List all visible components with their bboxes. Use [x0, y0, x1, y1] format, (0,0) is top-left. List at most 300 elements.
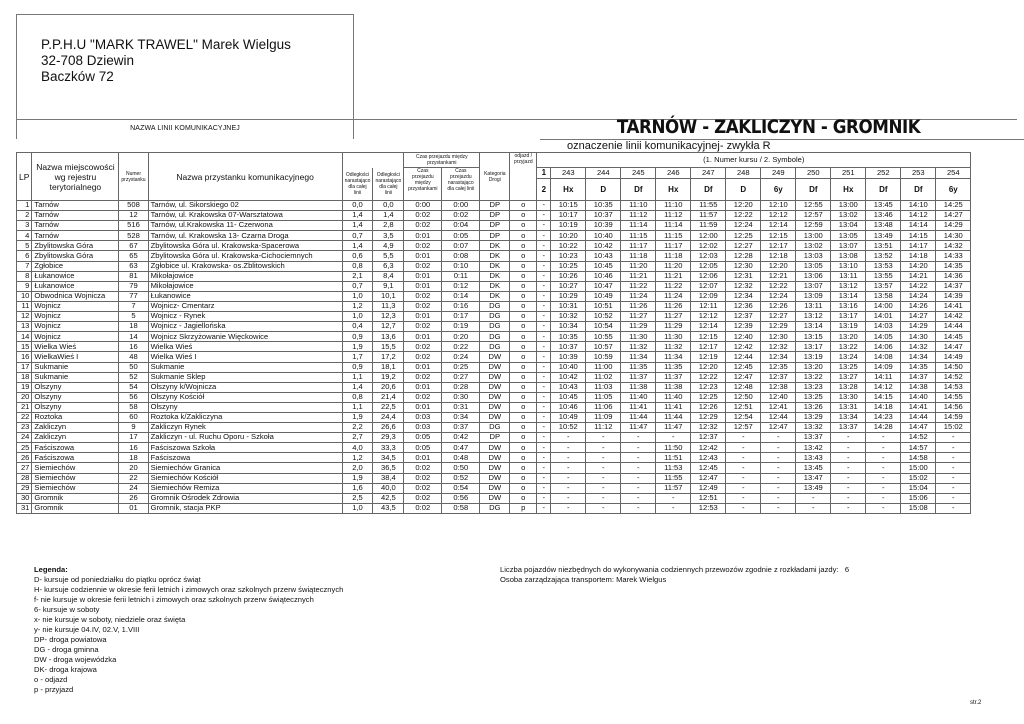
departure-time: 12:41 [761, 402, 796, 412]
departure-time: - [866, 443, 901, 453]
distance-between: 1,4 [342, 221, 373, 231]
distance-cumulative: 6,3 [373, 261, 404, 271]
time-between: 0:01 [404, 382, 442, 392]
distance-cumulative: 17,2 [373, 352, 404, 362]
departure-time: 14:56 [936, 402, 971, 412]
departure-time: 11:12 [656, 211, 691, 221]
time-cumulative: 0:27 [442, 372, 480, 382]
time-between: 0:02 [404, 483, 442, 493]
departure-time: 12:45 [691, 463, 726, 473]
departure-time: 14:18 [866, 402, 901, 412]
time-cumulative: 0:24 [442, 352, 480, 362]
road-category: DW [480, 352, 510, 362]
departure-time: - [831, 463, 866, 473]
road-category: DG [480, 503, 510, 513]
distance-cumulative: 4,9 [373, 241, 404, 251]
departure-time: 11:21 [656, 271, 691, 281]
departure-time: 14:17 [901, 241, 936, 251]
course-number: 248 [726, 168, 761, 179]
distance-cumulative: 11,3 [373, 301, 404, 311]
departure-time: 12:50 [726, 392, 761, 402]
row-number: 5 [17, 241, 32, 251]
course-marker: - [537, 261, 551, 271]
distance-cumulative: 36,5 [373, 463, 404, 473]
departure-time: 13:34 [831, 412, 866, 422]
distance-between: 1,1 [342, 372, 373, 382]
distance-between: 1,7 [342, 352, 373, 362]
time-cumulative: 0:00 [442, 201, 480, 211]
time-cumulative: 0:50 [442, 463, 480, 473]
departure-time: 14:42 [936, 312, 971, 322]
departure-arrival: o [510, 251, 537, 261]
distance-between: 1,6 [342, 483, 373, 493]
departure-time: - [621, 443, 656, 453]
departure-time: 11:17 [621, 241, 656, 251]
departure-time: - [621, 483, 656, 493]
course-marker: - [537, 392, 551, 402]
time-cumulative: 0:54 [442, 483, 480, 493]
distance-cumulative: 20,6 [373, 382, 404, 392]
route-subtitle: oznaczenie linii komunikacyjnej- zwykła R [540, 139, 1024, 153]
departure-time: 12:00 [691, 231, 726, 241]
legend-title: Legenda: [34, 565, 68, 574]
departure-time: 13:58 [866, 291, 901, 301]
row-number: 27 [17, 463, 32, 473]
table-row [17, 423, 971, 433]
departure-time: 12:09 [691, 291, 726, 301]
row-number: 26 [17, 453, 32, 463]
departure-time: - [936, 463, 971, 473]
stop-name: Zakliczyn Rynek [148, 423, 342, 433]
departure-time: 14:29 [936, 221, 971, 231]
distance-cumulative: 26,6 [373, 423, 404, 433]
legend-item: DP- droga powiatowa [34, 635, 107, 644]
departure-time: 13:20 [831, 332, 866, 342]
departure-time: - [586, 433, 621, 443]
course-marker: - [537, 322, 551, 332]
time-between: 0:02 [404, 372, 442, 382]
legend-item: o - odjazd [34, 675, 68, 684]
course-marker: - [537, 483, 551, 493]
departure-time: 13:53 [866, 261, 901, 271]
departure-time: - [866, 473, 901, 483]
distance-cumulative: 34,5 [373, 453, 404, 463]
departure-time: 10:45 [586, 261, 621, 271]
departure-time: 10:34 [551, 322, 586, 332]
time-cumulative: 0:07 [442, 241, 480, 251]
stop-name: Sukmanie [148, 362, 342, 372]
departure-time: 11:27 [656, 312, 691, 322]
departure-time: 11:12 [621, 211, 656, 221]
course-symbol: D [586, 179, 621, 201]
departure-time: 12:38 [761, 382, 796, 392]
departure-time: 14:06 [866, 342, 901, 352]
departure-time: 10:54 [586, 322, 621, 332]
table-row [17, 483, 971, 493]
departure-time: 13:12 [831, 281, 866, 291]
road-category: DK [480, 281, 510, 291]
distance-between: 4,0 [342, 443, 373, 453]
stop-number: 20 [119, 463, 148, 473]
departure-time: 10:22 [551, 241, 586, 251]
departure-time: - [726, 433, 761, 443]
legend [34, 565, 343, 695]
departure-time: 14:49 [936, 352, 971, 362]
departure-time: 14:30 [936, 231, 971, 241]
departure-arrival: o [510, 291, 537, 301]
departure-time: 14:15 [901, 231, 936, 241]
departure-time: 12:21 [761, 271, 796, 281]
departure-arrival: o [510, 281, 537, 291]
header-locality: Nazwa miejscowości wg rejestru terytorialnego [32, 153, 119, 201]
departure-time: 14:41 [901, 402, 936, 412]
stop-number: 508 [119, 201, 148, 211]
table-row [17, 241, 971, 251]
departure-time: 10:20 [551, 231, 586, 241]
table-row [17, 362, 971, 372]
course-symbol: Hx [656, 179, 691, 201]
departure-time: - [551, 503, 586, 513]
time-cumulative: 0:48 [442, 453, 480, 463]
company-postal: 32-708 Dziewin [41, 53, 135, 68]
road-category: DP [480, 231, 510, 241]
departure-time: 11:34 [656, 352, 691, 362]
departure-time: - [586, 443, 621, 453]
departure-arrival: o [510, 473, 537, 483]
departure-time: 10:37 [551, 342, 586, 352]
departure-time: 12:14 [761, 221, 796, 231]
departure-time: 11:47 [656, 423, 691, 433]
departure-time: - [831, 503, 866, 513]
header-courses-group: (1. Numer kursu / 2. Symbole) [537, 153, 971, 168]
time-cumulative: 0:34 [442, 412, 480, 422]
time-cumulative: 0:08 [442, 251, 480, 261]
departure-time: 14:03 [866, 322, 901, 332]
locality: Łukanowice [32, 271, 119, 281]
stop-number: 60 [119, 412, 148, 422]
departure-time: 13:32 [796, 423, 831, 433]
departure-time: 11:44 [656, 412, 691, 422]
departure-arrival: o [510, 433, 537, 443]
table-row [17, 231, 971, 241]
table-row [17, 382, 971, 392]
time-cumulative: 0:16 [442, 301, 480, 311]
course-marker: - [537, 241, 551, 251]
time-between: 0:01 [404, 453, 442, 463]
departure-time: 12:44 [726, 352, 761, 362]
header-distance-cumulative: Odległości narastająco dla całej linii [373, 168, 404, 201]
table-row [17, 211, 971, 221]
departure-time: 12:40 [761, 392, 796, 402]
stop-name: Olszyny Kościół [148, 392, 342, 402]
departure-time: 14:32 [936, 241, 971, 251]
row-number: 2 [17, 211, 32, 221]
departure-time: 10:27 [551, 281, 586, 291]
distance-between: 0,8 [342, 261, 373, 271]
time-between: 0:02 [404, 493, 442, 503]
departure-time: 11:14 [621, 221, 656, 231]
departure-time: 15:00 [901, 463, 936, 473]
stop-number: 16 [119, 342, 148, 352]
distance-between: 1,0 [342, 312, 373, 322]
departure-arrival: o [510, 231, 537, 241]
departure-time: 12:27 [761, 312, 796, 322]
departure-arrival: o [510, 312, 537, 322]
departure-time: 12:19 [691, 352, 726, 362]
departure-time: 14:55 [936, 392, 971, 402]
departure-time: 13:02 [796, 241, 831, 251]
departure-time: 12:48 [726, 382, 761, 392]
departure-time: 11:57 [691, 211, 726, 221]
stop-number: 18 [119, 322, 148, 332]
table-row [17, 352, 971, 362]
time-cumulative: 0:47 [442, 443, 480, 453]
departure-time: 12:17 [691, 342, 726, 352]
departure-time: 14:35 [936, 261, 971, 271]
departure-arrival: o [510, 423, 537, 433]
departure-time: 14:47 [936, 342, 971, 352]
distance-between: 1,2 [342, 453, 373, 463]
departure-time: 13:37 [831, 423, 866, 433]
departure-time: 12:12 [691, 312, 726, 322]
departure-time: - [586, 493, 621, 503]
time-cumulative: 0:20 [442, 332, 480, 342]
departure-time: 13:52 [866, 251, 901, 261]
departure-time: 11:26 [621, 301, 656, 311]
distance-cumulative: 42,5 [373, 493, 404, 503]
road-category: DG [480, 423, 510, 433]
departure-time: 12:29 [691, 412, 726, 422]
departure-time: - [761, 433, 796, 443]
departure-time: 14:28 [866, 423, 901, 433]
departure-time: - [726, 463, 761, 473]
departure-time: 10:46 [551, 402, 586, 412]
departure-time: 12:18 [761, 251, 796, 261]
road-category: DP [480, 433, 510, 443]
stop-name: Siemiechów Granica [148, 463, 342, 473]
stop-name: Siemiechów Kościół [148, 473, 342, 483]
row-number: 3 [17, 221, 32, 231]
distance-cumulative: 12,7 [373, 322, 404, 332]
road-category: DW [480, 473, 510, 483]
locality: Wojnicz [32, 322, 119, 332]
stop-name: Olszyny k/Wojnicza [148, 382, 342, 392]
departure-time: 11:50 [656, 443, 691, 453]
stop-name: Zbylitowska Góra ul. Krakowska-Spacerowa [148, 241, 342, 251]
row-number: 30 [17, 493, 32, 503]
departure-time: - [936, 433, 971, 443]
departure-time: 14:34 [901, 352, 936, 362]
departure-time: 11:14 [656, 221, 691, 231]
departure-time: 11:55 [656, 473, 691, 483]
course-marker: - [537, 402, 551, 412]
departure-time: 13:20 [796, 362, 831, 372]
header-time-group: Czas przejazdu między przystankami [404, 153, 480, 168]
departure-time: 11:32 [656, 342, 691, 352]
road-category: DG [480, 332, 510, 342]
stop-number: 52 [119, 372, 148, 382]
locality: Siemiechów [32, 463, 119, 473]
time-between: 0:02 [404, 301, 442, 311]
departure-time: 11:27 [621, 312, 656, 322]
departure-time: 12:06 [691, 271, 726, 281]
departure-time: 11:40 [621, 392, 656, 402]
stop-number: 24 [119, 483, 148, 493]
header-time-between: Czas przejazdu między przystankami [404, 168, 442, 201]
departure-time: - [726, 493, 761, 503]
departure-time: - [551, 433, 586, 443]
departure-time: 11:02 [586, 372, 621, 382]
locality: Zgłobice [32, 261, 119, 271]
header-time-cumulative: Czas przejazdu narastająco dla całej linii [442, 168, 480, 201]
stop-number: 67 [119, 241, 148, 251]
departure-time: 14:14 [901, 221, 936, 231]
table-row [17, 372, 971, 382]
table-row [17, 392, 971, 402]
departure-time: 14:26 [901, 301, 936, 311]
time-between: 0:01 [404, 402, 442, 412]
legend-item: H- kursuje codziennie w okresie ferii letnich i zimowych oraz szkolnych przerw świątecznych [34, 585, 344, 594]
departure-time: 11:24 [656, 291, 691, 301]
distance-between: 1,0 [342, 503, 373, 513]
departure-time: 14:12 [901, 211, 936, 221]
header-dep-arr: odjazd / przyjazd [510, 153, 537, 201]
departure-time: 11:05 [586, 392, 621, 402]
course-marker: - [537, 473, 551, 483]
row-number: 11 [17, 301, 32, 311]
departure-time: 12:15 [761, 231, 796, 241]
legend-item: 6- kursuje w soboty [34, 605, 100, 614]
departure-time: 14:11 [866, 372, 901, 382]
departure-time: 14:41 [936, 301, 971, 311]
course-marker: - [537, 231, 551, 241]
departure-time: 11:29 [621, 322, 656, 332]
departure-time: 10:40 [586, 231, 621, 241]
course-symbol: Df [621, 179, 656, 201]
course-number: 253 [901, 168, 936, 179]
departure-time: 12:40 [726, 332, 761, 342]
time-between: 0:02 [404, 473, 442, 483]
course-marker: - [537, 301, 551, 311]
row-number: 29 [17, 483, 32, 493]
time-between: 0:01 [404, 332, 442, 342]
departure-time: 10:55 [586, 332, 621, 342]
table-row [17, 342, 971, 352]
time-cumulative: 0:37 [442, 423, 480, 433]
course-marker: - [537, 271, 551, 281]
departure-time: 13:37 [796, 433, 831, 443]
course-number: 249 [761, 168, 796, 179]
departure-time: 11:20 [621, 261, 656, 271]
departure-time: 10:26 [551, 271, 586, 281]
departure-time: 13:22 [796, 372, 831, 382]
row-number: 19 [17, 382, 32, 392]
departure-time: 11:30 [656, 332, 691, 342]
departure-time: 13:30 [831, 392, 866, 402]
departure-time: 13:06 [796, 271, 831, 281]
departure-time: 10:37 [586, 211, 621, 221]
course-symbol: Df [866, 179, 901, 201]
departure-time: 13:04 [831, 221, 866, 231]
road-category: DG [480, 322, 510, 332]
departure-arrival: o [510, 362, 537, 372]
departure-arrival: o [510, 443, 537, 453]
locality: Tarnów [32, 211, 119, 221]
course-marker: - [537, 342, 551, 352]
road-category: DG [480, 301, 510, 311]
course-marker: - [537, 423, 551, 433]
departure-time: 15:06 [901, 493, 936, 503]
course-marker: - [537, 433, 551, 443]
departure-time: 14:52 [936, 372, 971, 382]
departure-time: 13:15 [796, 332, 831, 342]
course-number: 250 [796, 168, 831, 179]
vehicles-note [500, 565, 849, 575]
time-cumulative: 0:25 [442, 362, 480, 372]
locality: Sukmanie [32, 362, 119, 372]
departure-time: 11:15 [621, 231, 656, 241]
departure-time: 12:37 [761, 372, 796, 382]
time-between: 0:02 [404, 342, 442, 352]
distance-cumulative: 3,5 [373, 231, 404, 241]
departure-time: 13:42 [796, 443, 831, 453]
departure-arrival: o [510, 211, 537, 221]
locality: Obwodnica Wojnicza [32, 291, 119, 301]
locality: Olszyny [32, 392, 119, 402]
locality: Wielka Wieś [32, 342, 119, 352]
distance-cumulative: 43,5 [373, 503, 404, 513]
road-category: DW [480, 483, 510, 493]
departure-time: 14:32 [901, 342, 936, 352]
departure-time: - [726, 453, 761, 463]
departure-time: 12:32 [726, 281, 761, 291]
departure-time: - [866, 503, 901, 513]
road-category: DK [480, 271, 510, 281]
locality: Zbylitowska Góra [32, 241, 119, 251]
departure-time: 13:10 [831, 261, 866, 271]
stop-number: 65 [119, 251, 148, 261]
departure-time: 14:36 [936, 271, 971, 281]
vehicles-label: Liczba pojazdów niezbędnych do wykonywania codziennych przewozów zgodnie z rozkładami jazdy: [500, 565, 839, 574]
time-cumulative: 0:22 [442, 342, 480, 352]
departure-time: 11:18 [656, 251, 691, 261]
departure-time: - [831, 473, 866, 483]
departure-time: 13:51 [866, 241, 901, 251]
course-marker: - [537, 221, 551, 231]
departure-arrival: o [510, 372, 537, 382]
course-symbol-row-label: 2 [537, 179, 551, 201]
departure-time: 13:24 [831, 352, 866, 362]
departure-time: 11:29 [656, 322, 691, 332]
departure-time: 11:51 [656, 453, 691, 463]
departure-time: 13:11 [796, 301, 831, 311]
locality: WielkaWieś I [32, 352, 119, 362]
departure-time: 11:20 [656, 261, 691, 271]
departure-time: 12:20 [726, 201, 761, 211]
distance-cumulative: 8,4 [373, 271, 404, 281]
departure-time: 13:31 [831, 402, 866, 412]
course-number: 251 [831, 168, 866, 179]
stop-number: 54 [119, 382, 148, 392]
road-category: DK [480, 241, 510, 251]
departure-arrival: o [510, 392, 537, 402]
departure-time: - [551, 483, 586, 493]
departure-arrival: p [510, 503, 537, 513]
departure-time: 12:32 [761, 342, 796, 352]
departure-time: - [796, 503, 831, 513]
course-number: 247 [691, 168, 726, 179]
time-cumulative: 0:19 [442, 322, 480, 332]
